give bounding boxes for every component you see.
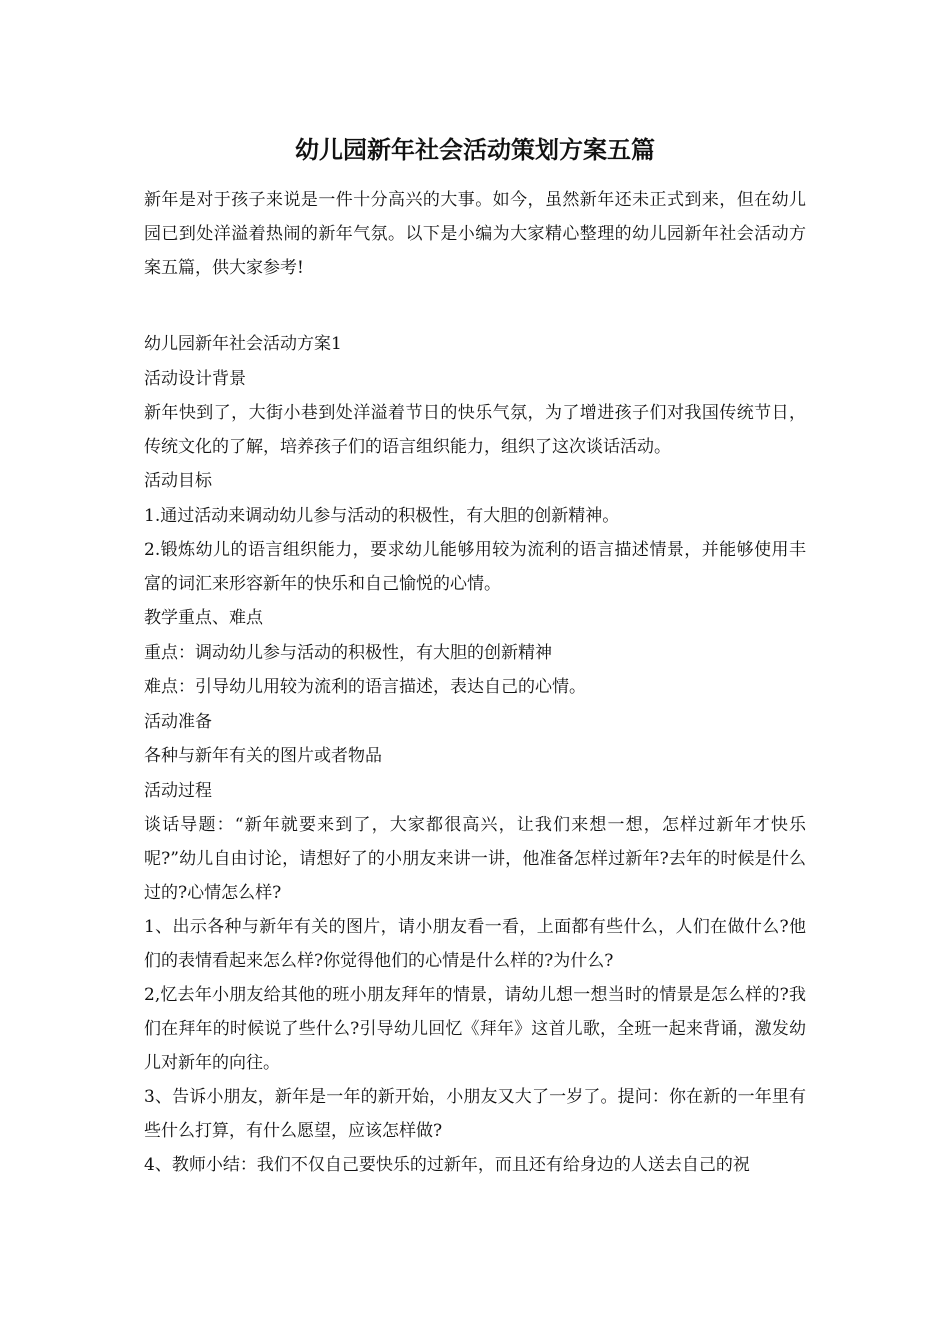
heading-process: 活动过程 <box>144 780 212 801</box>
preparation-text: 各种与新年有关的图片或者物品 <box>144 746 382 766</box>
document-body <box>144 183 806 1183</box>
goal-item-2: 2.锻炼幼儿的语言组织能力，要求幼儿能够用较为流利的语言描述情景，并能够使用丰富的词汇来形容新年的快乐和自己愉悦的心情。 <box>144 540 806 594</box>
process-step-2: 2,忆去年小朋友给其他的班小朋友拜年的情景，请幼儿想一想当时的情景是怎么样的?我们在拜年的时候说了些什么?引导幼儿回忆《拜年》这首儿歌，全班一起来背诵，激发幼儿对新年的向往。 <box>144 985 806 1073</box>
heading-background: 活动设计背景 <box>144 368 246 389</box>
goal-item-1: 1.通过活动来调动幼儿参与活动的积极性，有大胆的创新精神。 <box>144 505 620 526</box>
paragraph-background: 新年快到了，大街小巷到处洋溢着节日的快乐气氛，为了增进孩子们对我国传统节日，传统文化的了解，培养孩子们的语言组织能力，组织了这次谈话活动。 <box>144 403 806 457</box>
heading-goals: 活动目标 <box>144 471 212 491</box>
heading-key-points: 教学重点、难点 <box>144 608 263 628</box>
process-step-4: 4、教师小结：我们不仅自己要快乐的过新年，而且还有给身边的人送去自己的祝 <box>144 1155 750 1175</box>
document-title: 幼儿园新年社会活动策划方案五篇 <box>295 135 655 164</box>
difficult-point: 难点：引导幼儿用较为流利的语言描述，表达自己的心情。 <box>144 677 586 697</box>
process-step-1: 1、出示各种与新年有关的图片，请小朋友看一看，上面都有些什么，人们在做什么?他们的表情看起来怎么样?你觉得他们的心情是什么样的?为什么? <box>144 917 806 971</box>
heading-preparation: 活动准备 <box>144 711 212 732</box>
intro-paragraph: 新年是对于孩子来说是一件十分高兴的大事。如今，虽然新年还未正式到来，但在幼儿园已到处洋溢着热闹的新年气氛。以下是小编为大家精心整理的幼儿园新年社会活动方案五篇，供大家参考! <box>144 190 806 278</box>
key-point: 重点：调动幼儿参与活动的积极性，有大胆的创新精神 <box>144 642 552 663</box>
section-title: 幼儿园新年社会活动方案1 <box>144 334 342 354</box>
process-intro: 谈话导题：“新年就要来到了，大家都很高兴，让我们来想一想，怎样过新年才快乐呢?”幼儿自由讨论，请想好了的小朋友来讲一讲，他准备怎样过新年?去年的时候是什么过的?心情怎么样? <box>144 815 806 903</box>
process-step-3: 3、告诉小朋友，新年是一年的新开始，小朋友又大了一岁了。提问：你在新的一年里有些什么打算，有什么愿望，应该怎样做? <box>144 1087 806 1141</box>
